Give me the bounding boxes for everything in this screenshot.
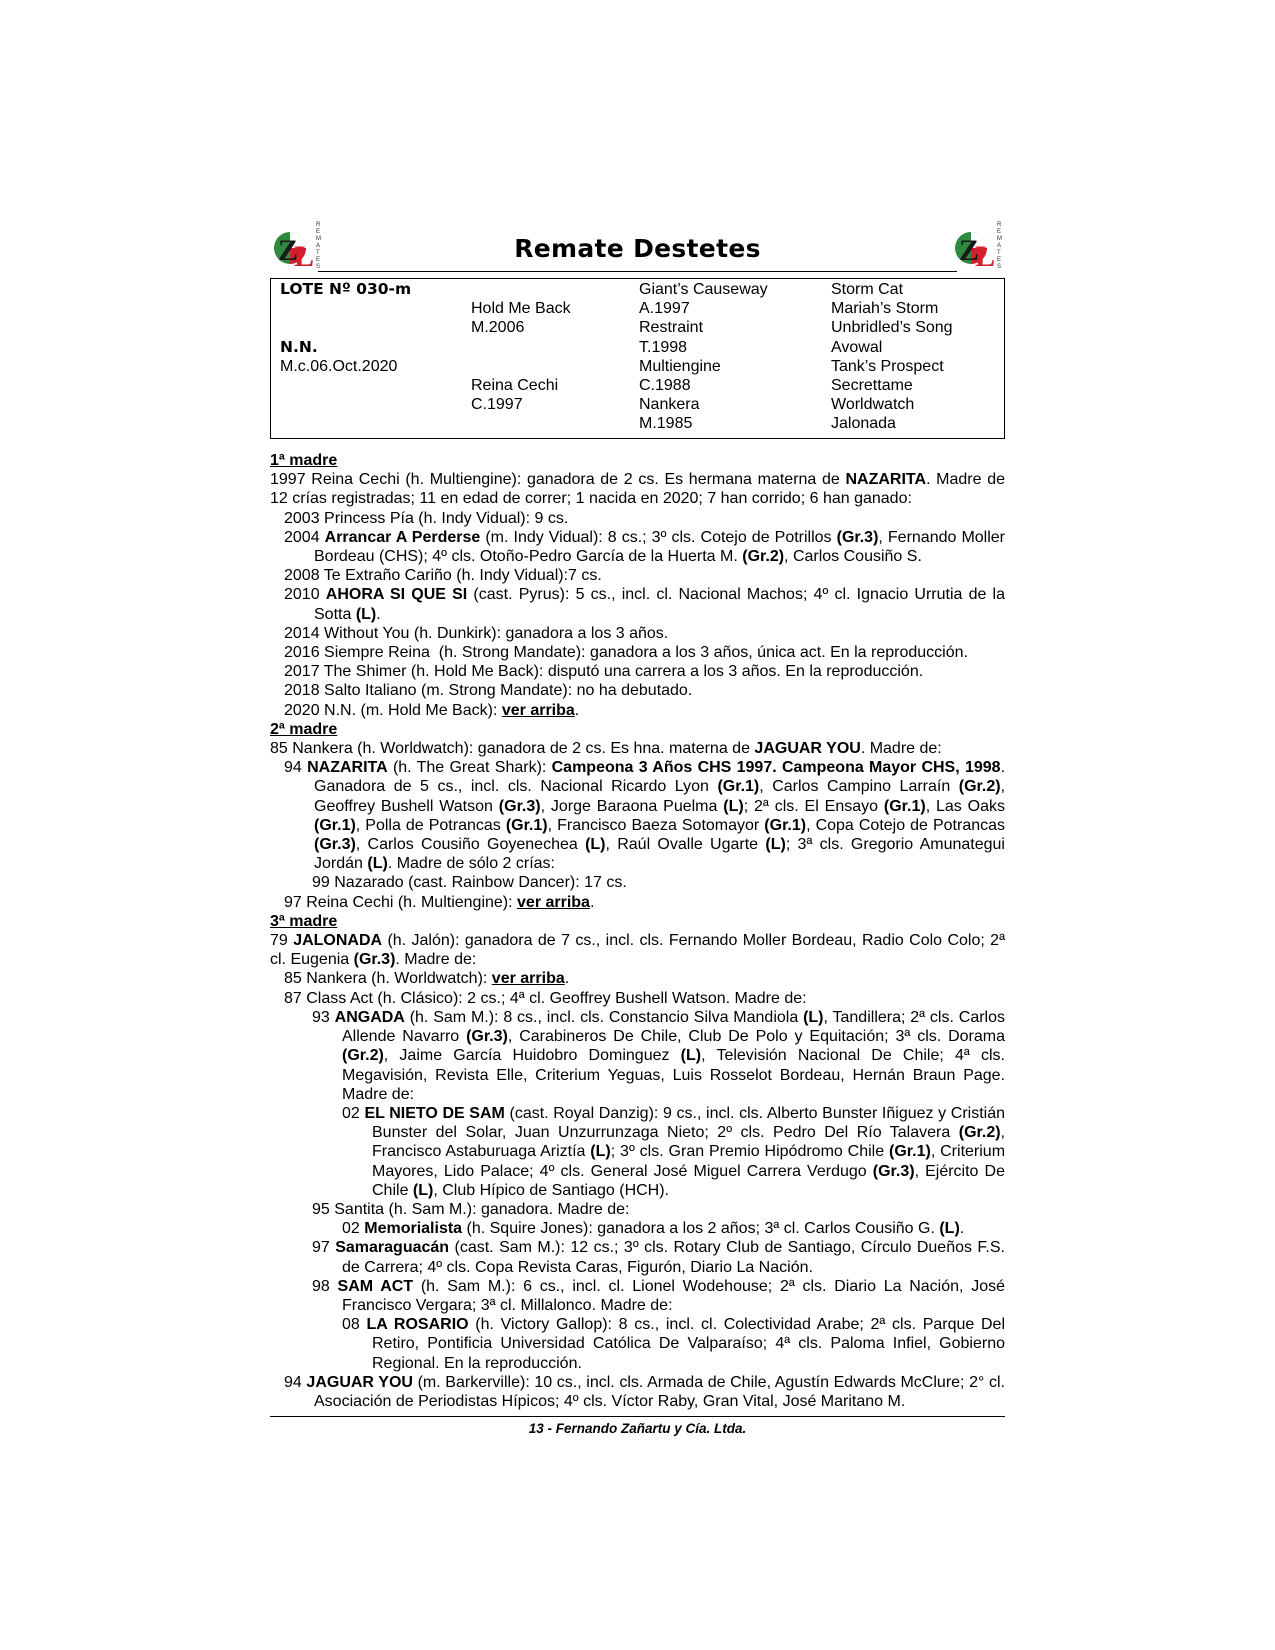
dam-paragraph: 85 Nankera (h. Worldwatch): ganadora de 2 cs. Es hna. materna de JAGUAR YOU. Madre de:	[270, 740, 942, 758]
produce-entry: 99 Nazarado (cast. Rainbow Dancer): 17 cs.	[312, 874, 627, 892]
grandparent-name: Restraint	[639, 319, 704, 337]
svg-text:R: R	[316, 222, 321, 228]
grandparent-info: C.1988	[639, 376, 691, 394]
zl-remates-logo	[951, 220, 1005, 272]
page-title: Remate Destetes	[514, 234, 761, 263]
great-grandparent: Storm Cat	[831, 281, 904, 298]
dam-paragraph: 79 JALONADA (h. Jalón): ganadora de 7 cs., incl. cls. Fernando Moller Bordeau, Radio Colo Colo; 2ª cl. Eugenia (Gr.3). Madre de:	[270, 932, 1006, 969]
svg-text:Z: Z	[959, 234, 980, 267]
produce-entry: 97 Samaraguacán (cast. Sam M.): 12 cs.; 3º cls. Rotary Club de Santiago, Círculo Dueños F.S. de Carrera; 4º cls. Copa Revista Caras, Figurón, Diario La Nación.	[312, 1239, 1005, 1276]
svg-text:E: E	[316, 229, 321, 235]
page-header	[270, 220, 1005, 276]
great-grandparent: Worldwatch	[831, 396, 915, 414]
produce-entry: 2003 Princess Pía (h. Indy Vidual): 9 cs.	[284, 509, 569, 527]
produce-entry: 95 Santita (h. Sam M.): ganadora. Madre de:	[312, 1200, 630, 1218]
sire-name: Hold Me Back	[471, 300, 571, 318]
grandparent-info: A.1997	[639, 300, 690, 318]
grandparent-info: M.1985	[639, 415, 693, 433]
section-heading-3rd-dam: 3ª madre	[270, 912, 338, 930]
produce-entry: 08 LA ROSARIO (h. Victory Gallop): 8 cs., incl. cl. Colectividad Arabe; 2ª cls. Parque Del Retiro, Pontificia Universidad Católica De Valparaíso; 4ª cls. Paloma Infiel, Gobierno Regional. En la reproducción.	[342, 1316, 1006, 1372]
header-rule	[318, 271, 957, 272]
pedigree-col-grandparents	[639, 280, 824, 434]
catalog-page	[270, 220, 1005, 1436]
svg-text:A: A	[316, 243, 321, 249]
ver-arriba-link[interactable]: ver arriba	[491, 970, 565, 988]
svg-text:E: E	[997, 229, 1002, 235]
svg-text:M: M	[997, 236, 1002, 242]
great-grandparent: Unbridled’s Song	[831, 319, 953, 337]
sire-info: M.2006	[471, 319, 525, 337]
grandparent-name: Giant’s Causeway	[639, 281, 768, 298]
pedigree-col-parents	[471, 280, 631, 414]
dam-name: Reina Cechi	[471, 376, 559, 394]
svg-text:T: T	[316, 250, 320, 256]
produce-entry: 02 EL NIETO DE SAM (cast. Royal Danzig): 9 cs., incl. cls. Alberto Bunster Iñiguez y Cristián Bunster del Solar, Juan Unzurrunzaga Nieto; 2º cls. Pedro Del Río Talavera (Gr.2), Francisco Astaburuaga Ariztía (L); 3º cls. Gran Premio Hipódromo Chile (Gr.1), Criterium Mayores, Lido Palace; 4º cls. General José Miguel Carrera Verdugo (Gr.3), Ejército De Chile (L), Club Hípico de Santiago (HCH).	[342, 1104, 1006, 1199]
produce-entry: 2020 N.N. (m. Hold Me Back): ver arriba.	[284, 701, 580, 719]
produce-entry: 2018 Salto Italiano (m. Strong Mandate): no ha debutado.	[284, 682, 693, 700]
svg-text:E: E	[997, 257, 1002, 263]
grandparent-name: Multiengine	[639, 357, 721, 375]
produce-entry: 2017 The Shimer (h. Hold Me Back): disputó una carrera a los 3 años. En la reproducción.	[284, 663, 924, 681]
produce-entry: 93 ANGADA (h. Sam M.): 8 cs., incl. cls. Constancio Silva Mandiola (L), Tandillera; 2ª cls. Carlos Allende Navarro (Gr.3), Carabineros De Chile, Club De Polo y Equitación; 3ª cls. Dorama (Gr.2), Jaime García Huidobro Dominguez (L), Televisión Nacional De Chile; 4ª cls. Megavisión, Revista Elle, Criterium Yeguas, Luis Rosselot Bordeau, Hernán Braun Page. Madre de:	[312, 1008, 1005, 1103]
ver-arriba-link[interactable]: ver arriba	[517, 893, 590, 911]
svg-text:T: T	[997, 250, 1001, 256]
great-grandparent: Tank’s Prospect	[831, 357, 944, 375]
produce-record	[270, 451, 1005, 1411]
svg-text:Z: Z	[278, 234, 299, 267]
svg-text:S: S	[997, 264, 1002, 270]
grandparent-info: T.1998	[639, 338, 688, 356]
produce-entry: 2014 Without You (h. Dunkirk): ganadora a los 3 años.	[284, 624, 669, 642]
section-heading-2nd-dam: 2ª madre	[270, 720, 338, 738]
pedigree-box	[270, 278, 1005, 439]
produce-entry: 02 Memorialista (h. Squire Jones): ganadora a los 2 años; 3ª cl. Carlos Cousiño G. (L).	[342, 1220, 965, 1238]
produce-entry: 85 Nankera (h. Worldwatch): ver arriba.	[284, 970, 570, 988]
svg-text:R: R	[997, 222, 1002, 228]
dam-info: C.1997	[471, 396, 523, 414]
produce-entry: 87 Class Act (h. Clásico): 2 cs.; 4ª cl. Geoffrey Bushell Watson. Madre de:	[284, 989, 807, 1007]
produce-entry: 94 NAZARITA (h. The Great Shark): Campeona 3 Años CHS 1997. Campeona Mayor CHS, 1998. Ganadora de 5 cs., incl. cls. Nacional Ricardo Lyon (Gr.1), Carlos Campino Larraín (Gr.2), Geoffrey Bushell Watson (Gr.3), Jorge Baraona Puelma (L); 2ª cls. El Ensayo (Gr.1), Las Oaks (Gr.1), Polla de Potrancas (Gr.1), Francisco Baeza Sotomayor (Gr.1), Copa Cotejo de Potrancas (Gr.3), Carlos Cousiño Goyenechea (L), Raúl Ovalle Ugarte (L); 3ª cls. Gregorio Amunategui Jordán (L). Madre de sólo 2 crías:	[284, 759, 1006, 873]
svg-text:M: M	[316, 236, 321, 242]
ver-arriba-link[interactable]: ver arriba	[501, 701, 575, 719]
dam-paragraph: 1997 Reina Cechi (h. Multiengine): ganadora de 2 cs. Es hermana materna de NAZARITA. Madre de 12 crías registradas; 11 en edad de correr; 1 nacida en 2020; 7 han corrido; 6 han ganado:	[270, 471, 1006, 508]
grandparent-name: Nankera	[639, 396, 700, 414]
great-grandparent: Secrettame	[831, 376, 913, 394]
svg-text:S: S	[316, 264, 321, 270]
pedigree-col-great-grandparents	[831, 280, 1001, 434]
produce-entry: 2004 Arrancar A Perderse (m. Indy Vidual): 8 cs.; 3º cls. Cotejo de Potrillos (Gr.3), Fernando Moller Bordeau (CHS); 4º cls. Otoño-Pedro García de la Huerta M. (Gr.2), Carlos Cousiño S.	[284, 528, 1005, 566]
lot-number: LOTE Nº 030-m	[280, 280, 412, 298]
pedigree-col-horse	[280, 280, 470, 376]
produce-entry: 2016 Siempre Reina (h. Strong Mandate): ganadora a los 3 años, única act. En la reproducción.	[284, 644, 968, 662]
birth-info: M.c.06.Oct.2020	[280, 357, 398, 375]
zl-remates-logo	[270, 220, 324, 272]
great-grandparent: Mariah’s Storm	[831, 300, 939, 318]
footer-rule	[270, 1416, 1005, 1417]
section-heading-1st-dam: 1ª madre	[270, 452, 338, 469]
produce-entry: 98 SAM ACT (h. Sam M.): 6 cs., incl. cl. Lionel Wodehouse; 2ª cls. Diario La Nación, José Francisco Vergara; 3ª cl. Millalonco. Madre de:	[312, 1277, 1006, 1314]
produce-entry: 94 JAGUAR YOU (m. Barkerville): 10 cs., incl. cls. Armada de Chile, Agustín Edwards McClure; 2° cl. Asociación de Periodistas Hípicos; 4º cls. Víctor Raby, Gran Vital, José Maritano M.	[284, 1373, 1006, 1410]
svg-text:E: E	[316, 257, 321, 263]
produce-entry: 97 Reina Cechi (h. Multiengine): ver arriba.	[284, 893, 595, 911]
produce-entry: 2010 AHORA SI QUE SI (cast. Pyrus): 5 cs., incl. cl. Nacional Machos; 4º cl. Ignacio Urrutia de la Sotta (L).	[284, 586, 1005, 623]
svg-text:L: L	[294, 240, 315, 272]
horse-name: N.N.	[280, 337, 318, 356]
produce-entry: 2008 Te Extraño Cariño (h. Indy Vidual):7 cs.	[284, 567, 602, 585]
great-grandparent: Jalonada	[831, 415, 896, 433]
page-footer: 13 - Fernando Zañartu y Cía. Ltda.	[528, 1421, 747, 1437]
great-grandparent: Avowal	[831, 338, 883, 356]
svg-text:L: L	[975, 240, 996, 272]
svg-text:A: A	[997, 243, 1002, 249]
